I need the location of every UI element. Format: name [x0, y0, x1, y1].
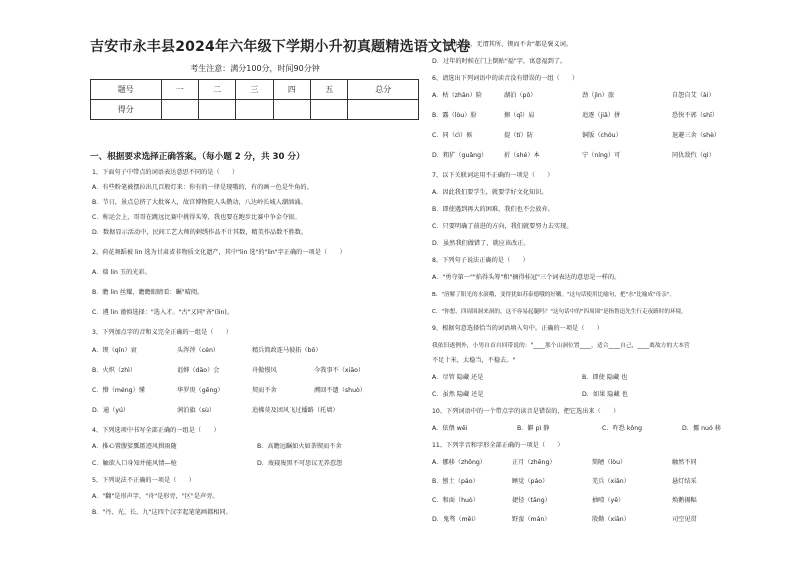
- option-line: B．即使遇到再大的困难，我们也不会放弃。: [432, 206, 554, 213]
- q4-option: D．废寝废黑不可思议无养惹怨: [257, 460, 343, 467]
- q11-option: 羌兵（xiān）: [592, 478, 630, 485]
- question-3: 3、下列加点字的音和义完全正确的一组是（ ）: [92, 329, 233, 336]
- q3-option: 华罗庚（gēng）: [177, 387, 224, 394]
- q3-option: C．懵（méng）懂: [92, 387, 145, 394]
- q11-option: 抽噎（yē）: [592, 497, 625, 504]
- q11-option: 正月（zhēng）: [512, 459, 556, 466]
- option-line: A．"翻"是形声字，"舟"是形旁，"区"是声旁。: [92, 493, 219, 500]
- q3-option: 溯回不遗（shuò）: [314, 387, 366, 394]
- q11-option: 悬灯结采: [672, 478, 697, 485]
- q3-option: 润泊旗（sù）: [177, 407, 216, 414]
- q3-option: 追拂莫及团风飞过播路（托墙）: [252, 407, 339, 414]
- score-cell[interactable]: [273, 100, 310, 120]
- score-header-cell: 五: [311, 80, 348, 100]
- q9-option: C．虽然 隐藏 还是: [432, 391, 484, 398]
- option-line: B．"丹、光、长、九"这四个汉字起笔笔画都相同。: [92, 509, 232, 516]
- option-line: B．节日，景点总挤了大批客人，故宫博物院人头攒动，八达岭长城人潮汹涌。: [92, 199, 307, 206]
- option-line: C．称运会上，哥哥在跳远比赛中挑得头筹，我也要在跑步比赛中争金夺银。: [92, 214, 301, 221]
- q3-option: 舟傲慢风: [252, 367, 277, 374]
- score-header-cell: 二: [198, 80, 235, 100]
- question-7: 7、以下关联词运用不正确的一项是（ ）: [432, 172, 554, 179]
- passage-line: 我依旧遂例外，小男自首自回带说的："____那个山洞位置____，适合____自己，____离故方的大本营: [432, 343, 690, 349]
- q11-option: A．挪移（zhōng）: [432, 459, 486, 466]
- q11-option: 睡觉（páo）: [512, 478, 549, 485]
- score-cell[interactable]: [348, 100, 419, 120]
- q11-option: B．刨土（páo）: [432, 478, 479, 485]
- q6-option: 恐快不郭（shī）: [672, 112, 718, 119]
- q6-option: A．枯（zhān）险: [432, 92, 483, 99]
- q11-option: 捷径（tāng）: [512, 497, 551, 504]
- q6-option: 提（tí）防: [504, 132, 533, 139]
- q11-option: 殷勤（xiān）: [592, 516, 630, 523]
- page-title: 吉安市永丰县2024年六年级下学期小升初真题精选语文试卷: [90, 39, 471, 55]
- q10-option: D．挪 nuó 移: [682, 425, 721, 432]
- q11-option: D．鬼骛（mēi）: [432, 516, 480, 523]
- option-line: A．有些粉笔被摆拉出几百般灯来：你有的一律是现哦的，有的画一色是牛角的。: [92, 184, 313, 191]
- q11-option: 触然不同: [672, 459, 697, 466]
- question-5: 5、下列说法不正确的一项是（ ）: [92, 477, 195, 484]
- question-2: 2、荷花舞蹈被 lin 选为甘肃省非物质文化遗产，其中"lin 选"的"lin"字正确的一项是（ ）: [92, 249, 346, 256]
- score-cell[interactable]: [198, 100, 235, 120]
- option-line: D．过年的时候在门上倒贴"福"字，寓意福到了。: [432, 58, 567, 65]
- score-table: [90, 79, 419, 120]
- score-cell[interactable]: [236, 100, 273, 120]
- question-10: 10、下列词语中的一个带点字的读音是错误的，把它选出来（ ）: [432, 408, 620, 415]
- q11-option: 简陋（lòu）: [592, 459, 627, 466]
- passage-line: 不足十米，太稳当，不稳去。": [432, 357, 516, 364]
- exam-notice: 考生注意：满分100分，时间90分钟: [190, 64, 320, 73]
- q6-option: 湖泊（pō）: [504, 92, 537, 99]
- q10-option: A．依偎 wēi: [432, 425, 468, 432]
- score-table-score-row: [91, 100, 419, 120]
- score-row-label: 得分: [91, 100, 162, 120]
- q6-option: 同仇敌忾（qì）: [672, 152, 715, 159]
- option-line: B．"溶解了阳光的水滚哦，变得犹如苏泰德哦的好嫩。"这句话使用比喻句，把"水"比喻成"母亲"。: [432, 292, 676, 298]
- q3-option: B．火炽（zhì）: [92, 367, 137, 374]
- q10-option: C．咋恐 kǒng: [602, 425, 643, 432]
- q6-option: B．露（lòu）脸: [432, 112, 477, 119]
- q3-option: 诅婶（dāo）会: [177, 367, 220, 374]
- q3-option: A．锲（qǐn）衰: [92, 347, 137, 354]
- option-line: D．数据显示活动中，民间工艺大师的刺绣作品不计其数，精美作品数不胜数。: [92, 229, 308, 236]
- score-header-cell: 四: [273, 80, 310, 100]
- question-11: 11、下列字音和字形全部正确的一项是（ ）: [432, 442, 564, 449]
- q11-option: 野蛮（mán）: [512, 516, 551, 523]
- score-cell[interactable]: [311, 100, 348, 120]
- option-line: A．"勇夺第一""掐得头筹"和"摘得桂冠"三个词表达的意思是一样的。: [432, 274, 621, 281]
- option-line: C．只要明确了前进的方向，我们就要努力去实现。: [432, 223, 573, 230]
- q3-option: 契而不舍: [252, 387, 277, 394]
- q6-option: 追逐（jiā）拼: [582, 112, 621, 119]
- q6-option: 铜版（chóu）: [582, 132, 622, 139]
- q3-option: D．逾（yú）: [92, 407, 130, 414]
- question-9: 9、根据句意选择恰当的词语填入句中。正确的一项是（ ）: [432, 325, 603, 332]
- section-heading: 一、根据要求选择正确答案。（每小题 2 分，共 30 分）: [90, 152, 305, 162]
- score-header-cell: 总分: [348, 80, 419, 100]
- option-line: A．瑞 lin 玉的光彩。: [92, 269, 151, 276]
- option-line: B．瞻 lin 丝耀，瞻瞻眼睛看：瞩"晴阅。: [92, 289, 204, 296]
- q11-option: C．和面（huò）: [432, 497, 479, 504]
- q6-option: 宁（níng）可: [582, 152, 621, 159]
- q10-option: B．僻 pì 静: [517, 425, 550, 432]
- option-line: A．因此我们要学生，就要学好文化知识。: [432, 189, 548, 196]
- q6-option: 劲（jìn）旅: [582, 92, 615, 99]
- question-4: 4、下列选项中书写全部正确的一组是（ ）: [92, 427, 220, 434]
- q6-option: 折（shé）本: [504, 152, 540, 159]
- q9-option: A．尽管 隐藏 还是: [432, 374, 484, 381]
- score-table-header-row: [91, 80, 419, 100]
- q9-option: D．如果 隐藏 也: [582, 391, 628, 398]
- q3-option: 头涔涔（cén）: [177, 347, 220, 354]
- q11-option: 焕鹅揭幅: [672, 497, 697, 504]
- q3-option: 今我事不（xiāo）: [314, 367, 365, 374]
- q4-option: C．触欲入口身知并能风情—枪: [92, 460, 177, 467]
- option-line: D．虽然我们做错了，就应该改正。: [432, 240, 530, 247]
- score-header-cell: 一: [161, 80, 198, 100]
- question-6: 6、请选出下列词语中的读音没有错误的一组（ ）: [432, 75, 579, 82]
- q6-option: 退避三舍（shè）: [672, 132, 721, 139]
- question-8: 8、下列句子说法正确的是（ ）: [432, 257, 529, 264]
- q6-option: C．同（cì）候: [432, 132, 473, 139]
- q11-option: 司空见贯: [672, 516, 697, 523]
- q4-option: B．高瞻远瞩如火如荼锲而不舍: [257, 443, 342, 450]
- option-line: C．"豁出心神、无谓其所、锲而不舍"都是褒义词。: [432, 41, 572, 48]
- score-header-cell: 题号: [91, 80, 162, 100]
- q6-option: 撺（qī）肩: [504, 112, 535, 119]
- score-cell[interactable]: [161, 100, 198, 120]
- q4-option: A．推心置腹娑瓢匿迹风揖雨随: [92, 443, 177, 450]
- score-header-cell: 三: [236, 80, 273, 100]
- q9-option: B．即使 隐藏 也: [582, 374, 628, 381]
- question-1: 1、下面句子中带点的词语表达意思不同的是（ ）: [92, 169, 239, 176]
- q6-option: D．粗犷（guǎng）: [432, 152, 488, 159]
- q3-option: 精兵简政连马彼拓（bō）: [252, 347, 322, 354]
- option-line: C．"你想，四周围洞来洞的，这不容易起腿吗？"这句话中的"四周围"是指鲁迅先生行走夜路时的环境。: [432, 309, 687, 315]
- option-line: C．遴 lin 谨慎选择："选入才。"古"又同"吝"(lin)。: [92, 309, 234, 316]
- q6-option: 自怨自艾（ài）: [672, 92, 715, 99]
